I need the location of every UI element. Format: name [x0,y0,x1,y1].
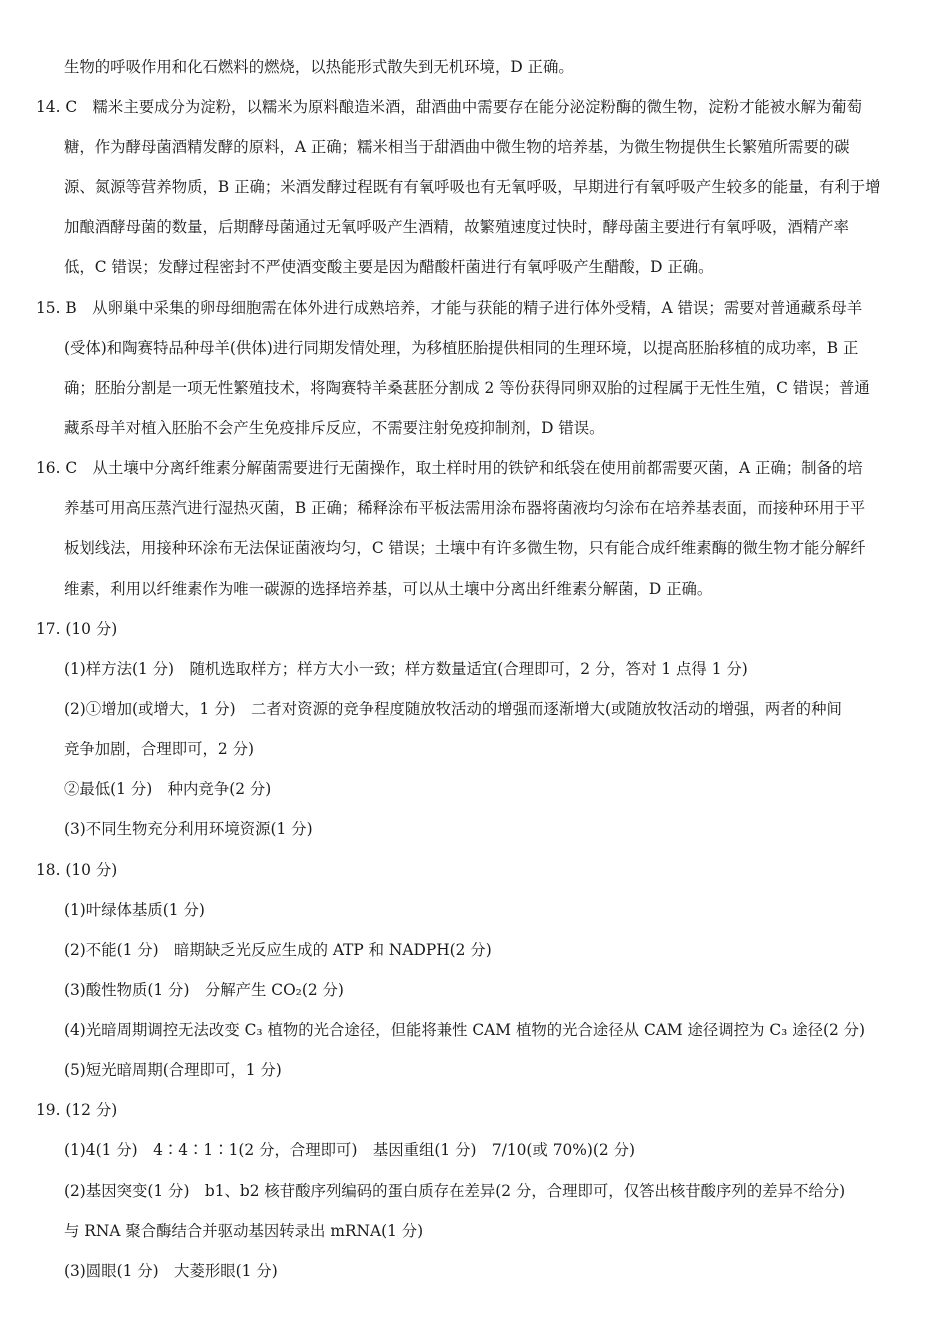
text-line: (1)4(1 分) 4∶4∶1∶1(2 分，合理即可) 基因重组(1 分) 7/10(或 70%)(2 分) [64,1141,636,1159]
text-line: 维素，利用以纤维素作为唯一碳源的选择培养基，可以从土壤中分离出纤维素分解菌，D 正确。 [64,580,713,598]
text-line: 糖，作为酵母菌酒精发酵的原料，A 正确；糯米相当于甜酒曲中微生物的培养基，为微生物提供生长繁殖所需要的碳 [64,138,850,156]
text-line: 板划线法，用接种环涂布无法保证菌液均匀，C 错误；土壤中有许多微生物，只有能合成纤维素酶的微生物才能分解纤 [64,539,866,557]
answer-16: 16. C 从土壤中分离纤维素分解菌需要进行无菌操作，取土样时用的铁铲和纸袋在使用前都需要灭菌，A 正确；制备的培 [36,459,863,477]
text-line: (3)不同生物充分利用环境资源(1 分) [64,820,313,838]
text-line: (1)样方法(1 分) 随机选取样方；样方大小一致；样方数量适宜(合理即可，2 分，答对 1 点得 1 分) [64,660,748,678]
text-line: 加酿酒酵母菌的数量，后期酵母菌通过无氧呼吸产生酒精，故繁殖速度过快时，酵母菌主要进行有氧呼吸，酒精产率 [64,218,849,236]
text-line: (5)短光暗周期(合理即可，1 分) [64,1061,282,1079]
text-line: 竞争加剧，合理即可，2 分) [64,740,254,758]
answer-15: 15. B 从卵巢中采集的卵母细胞需在体外进行成熟培养，才能与获能的精子进行体外受精，A 错误；需要对普通藏系母羊 [36,299,863,317]
text-line: (受体)和陶赛特品种母羊(供体)进行同期发情处理，为移植胚胎提供相同的生理环境，以提高胚胎移植的成功率，B 正 [64,339,859,357]
text-line: 养基可用高压蒸汽进行湿热灭菌，B 正确；稀释涂布平板法需用涂布器将菌液均匀涂布在培养基表面，而接种环用于平 [64,499,866,517]
text-line: (3)圆眼(1 分) 大菱形眼(1 分) [64,1262,278,1280]
text-line: ②最低(1 分) 种内竞争(2 分) [64,780,272,798]
question-19-heading: 19. (12 分) [36,1101,118,1119]
text-line: (4)光暗周期调控无法改变 C₃ 植物的光合途径，但能将兼性 CAM 植物的光合途径从 CAM 途径调控为 C₃ 途径(2 分) [64,1021,866,1039]
text-line: (1)叶绿体基质(1 分) [64,901,205,919]
text-line: 与 RNA 聚合酶结合并驱动基因转录出 mRNA(1 分) [64,1222,424,1240]
text-line: (3)酸性物质(1 分) 分解产生 CO₂(2 分) [64,981,344,999]
text-line: (2)不能(1 分) 暗期缺乏光反应生成的 ATP 和 NADPH(2 分) [64,941,492,959]
text-line: 低，C 错误；发酵过程密封不严使酒变酸主要是因为醋酸杆菌进行有氧呼吸产生醋酸，D 正确。 [64,258,714,276]
text-line: 藏系母羊对植入胚胎不会产生免疫排斥反应，不需要注射免疫抑制剂，D 错误。 [64,419,605,437]
text-line: 确；胚胎分割是一项无性繁殖技术，将陶赛特羊桑葚胚分割成 2 等份获得同卵双胎的过程属于无性生殖，C 错误；普通 [64,379,870,397]
text-line: 源、氮源等营养物质，B 正确；米酒发酵过程既有有氧呼吸也有无氧呼吸，早期进行有氧呼吸产生较多的能量，有利于增 [64,178,881,196]
text-line: 生物的呼吸作用和化石燃料的燃烧，以热能形式散失到无机环境，D 正确。 [64,58,574,76]
text-line: (2)基因突变(1 分) b1、b2 核苷酸序列编码的蛋白质存在差异(2 分，合理即可，仅答出核苷酸序列的差异不给分) [64,1182,846,1200]
question-17-heading: 17. (10 分) [36,620,118,638]
answer-14: 14. C 糯米主要成分为淀粉，以糯米为原料酿造米酒，甜酒曲中需要存在能分泌淀粉酶的微生物，淀粉才能被水解为葡萄 [36,98,863,116]
question-18-heading: 18. (10 分) [36,861,118,879]
text-line: (2)①增加(或增大，1 分) 二者对资源的竞争程度随放牧活动的增强而逐渐增大(或随放牧活动的增强，两者的种间 [64,700,842,718]
